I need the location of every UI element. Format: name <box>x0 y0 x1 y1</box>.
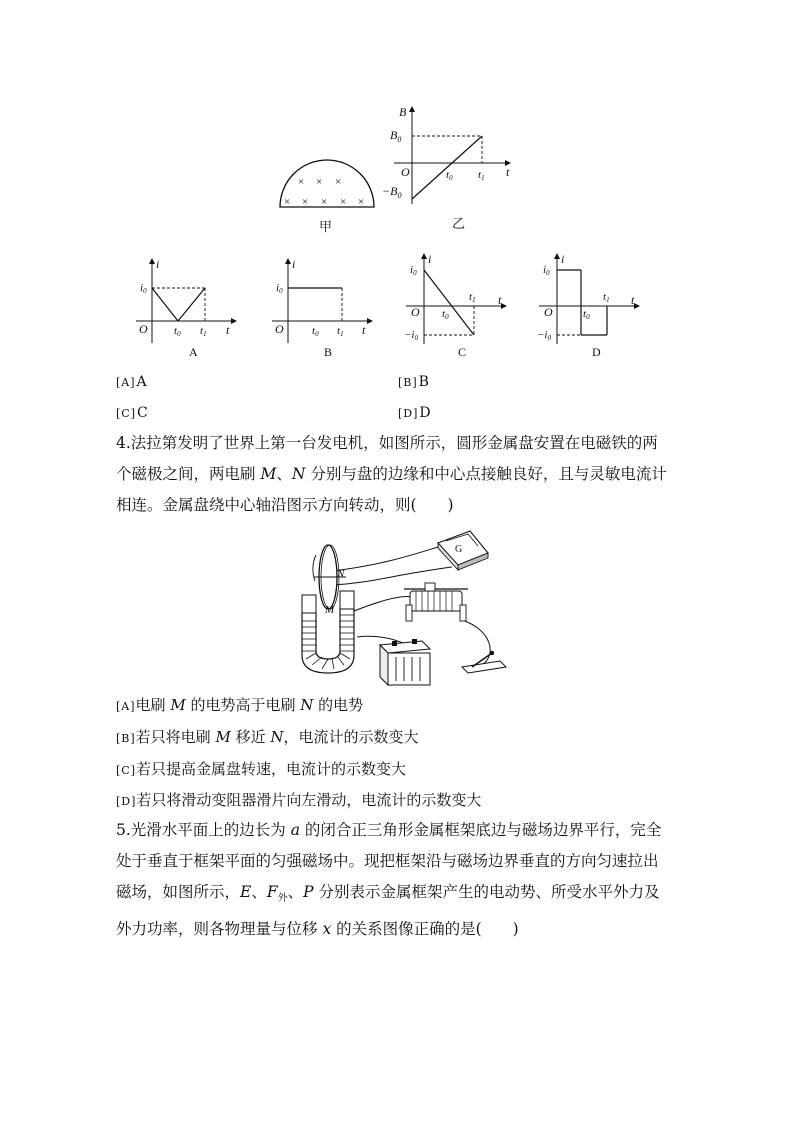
brush-n-label: N <box>337 568 345 580</box>
t1-label: t1 <box>200 325 207 338</box>
i0-label: i0 <box>410 264 417 277</box>
option-tag: [B] <box>116 732 136 745</box>
origin-label: O <box>275 322 284 336</box>
t1-label: t1 <box>337 325 344 338</box>
t1-label: t1 <box>603 291 610 304</box>
b0-label: $B_0$ <box>390 128 402 144</box>
figure-yi-b-t-graph <box>380 100 520 235</box>
t0-label: t0 <box>442 308 449 321</box>
option-text: B <box>418 374 429 390</box>
figure-caption: 甲 <box>319 219 333 234</box>
option-tag: [D] <box>116 795 137 808</box>
t0-label: t0 <box>446 169 453 182</box>
x-axis-label: t <box>506 165 510 179</box>
q3-option-a[interactable] <box>116 373 147 392</box>
q4-option-b[interactable] <box>116 727 419 749</box>
t0-label: t0 <box>174 325 181 338</box>
field-cross: × <box>302 196 309 208</box>
q4-stem <box>116 428 682 521</box>
t0-label: t0 <box>583 308 590 321</box>
option-tag: [A] <box>116 700 136 713</box>
svg-text:G: G <box>455 544 463 555</box>
option-text: C <box>137 405 148 421</box>
q4-line: 4.法拉第发明了世界上第一台发电机，如图所示，圆形金属盘安置在电磁铁的两 <box>116 434 658 452</box>
i0-label: i0 <box>140 282 147 295</box>
y-axis-label: i <box>156 257 160 271</box>
galvanometer-icon <box>438 531 488 570</box>
option-text: 若只将电刷 M 移近 N，电流计的示数变大 <box>135 728 419 746</box>
graph-d <box>537 250 647 365</box>
t1-label: t1 <box>469 291 476 304</box>
field-cross: × <box>321 196 328 208</box>
q3-option-c[interactable] <box>116 404 148 423</box>
wire <box>354 597 412 611</box>
graph-caption: B <box>324 345 333 359</box>
option-tag: [B] <box>398 376 418 389</box>
q3-option-b[interactable] <box>398 373 429 392</box>
t1-label: t1 <box>478 169 485 182</box>
option-tag: [C] <box>116 764 136 777</box>
y-axis-label: i <box>428 252 432 266</box>
q5-line: 处于垂直于框架平面的匀强磁场中。现把框架沿与磁场边界垂直的方向匀速拉出 <box>116 852 659 870</box>
field-cross: × <box>358 196 365 208</box>
q4-line: 个磁极之间，两电刷 M、N 分别与盘的边缘和中心点接触良好，且与灵敏电流计 <box>116 465 667 483</box>
x-axis-label: t <box>498 293 502 307</box>
figure-caption: 乙 <box>452 216 466 231</box>
q4-option-c[interactable] <box>116 759 406 781</box>
wire <box>332 547 438 571</box>
q4-option-a[interactable] <box>116 695 363 717</box>
option-text: D <box>419 405 431 421</box>
i-line <box>178 288 205 321</box>
q5-stem <box>116 815 682 945</box>
figure-jia <box>272 155 382 240</box>
b-line <box>412 136 482 199</box>
x-axis-label: t <box>226 323 230 337</box>
y-axis-label: i <box>292 257 296 271</box>
origin-label: O <box>411 305 420 319</box>
neg-i0-label: −i0 <box>404 329 418 342</box>
wire <box>462 620 490 665</box>
option-text: A <box>136 374 147 390</box>
graph-caption: D <box>592 345 601 359</box>
q3-option-d[interactable] <box>398 404 431 423</box>
faraday-generator-figure <box>292 525 522 693</box>
origin-label: O <box>139 322 148 336</box>
option-tag: [A] <box>116 376 136 389</box>
option-tag: [C] <box>116 407 136 420</box>
brush-m-label: M <box>325 604 335 616</box>
field-cross: × <box>298 176 305 188</box>
field-cross: × <box>340 196 347 208</box>
q5-line: 5.光滑水平面上的边长为 a 的闭合正三角形金属框架底边与磁场边界平行，完全 <box>116 821 662 839</box>
i0-label: i0 <box>543 264 550 277</box>
neg-b0-label: $-B_0$ <box>382 184 402 200</box>
origin-label: O <box>544 305 553 319</box>
option-text: 若只将滑动变阻器滑片向左滑动，电流计的示数变大 <box>136 791 482 809</box>
field-cross: × <box>335 176 342 188</box>
switch-icon <box>462 651 506 673</box>
x-axis-label: t <box>631 293 635 307</box>
i0-label: i0 <box>276 282 283 295</box>
graph-c <box>404 250 514 365</box>
y-axis-label: B <box>399 105 407 119</box>
battery-icon <box>380 639 430 685</box>
i-line <box>152 288 178 321</box>
graph-caption: C <box>458 345 467 359</box>
origin-label: O <box>401 165 410 179</box>
option-text: 若只提高金属盘转速，电流计的示数变大 <box>136 760 407 778</box>
q4-line: 相连。金属盘绕中心轴沿图示方向转动，则( ) <box>116 496 454 514</box>
wire <box>332 567 452 585</box>
neg-i0-label: −i0 <box>537 329 551 342</box>
graph-b <box>270 255 380 365</box>
field-cross: × <box>316 176 323 188</box>
option-text: 电刷 M 的电势高于电刷 N 的电势 <box>135 696 364 714</box>
q5-line: 磁场，如图所示，E、$F_外$、P 分别表示金属框架产生的电动势、所受水平外力及 <box>116 883 660 905</box>
q4-option-d[interactable] <box>116 790 481 812</box>
t0-label: t0 <box>312 325 319 338</box>
y-axis-label: i <box>561 252 565 266</box>
graph-a <box>134 255 244 365</box>
x-axis-label: t <box>362 323 366 337</box>
option-tag: [D] <box>398 407 419 420</box>
graph-caption: A <box>189 345 198 359</box>
q5-line: 外力功率，则各物理量与位移 x 的关系图像正确的是( ) <box>116 920 519 939</box>
field-cross: × <box>284 196 291 208</box>
rheostat-icon <box>404 583 468 621</box>
i-line <box>424 270 474 335</box>
